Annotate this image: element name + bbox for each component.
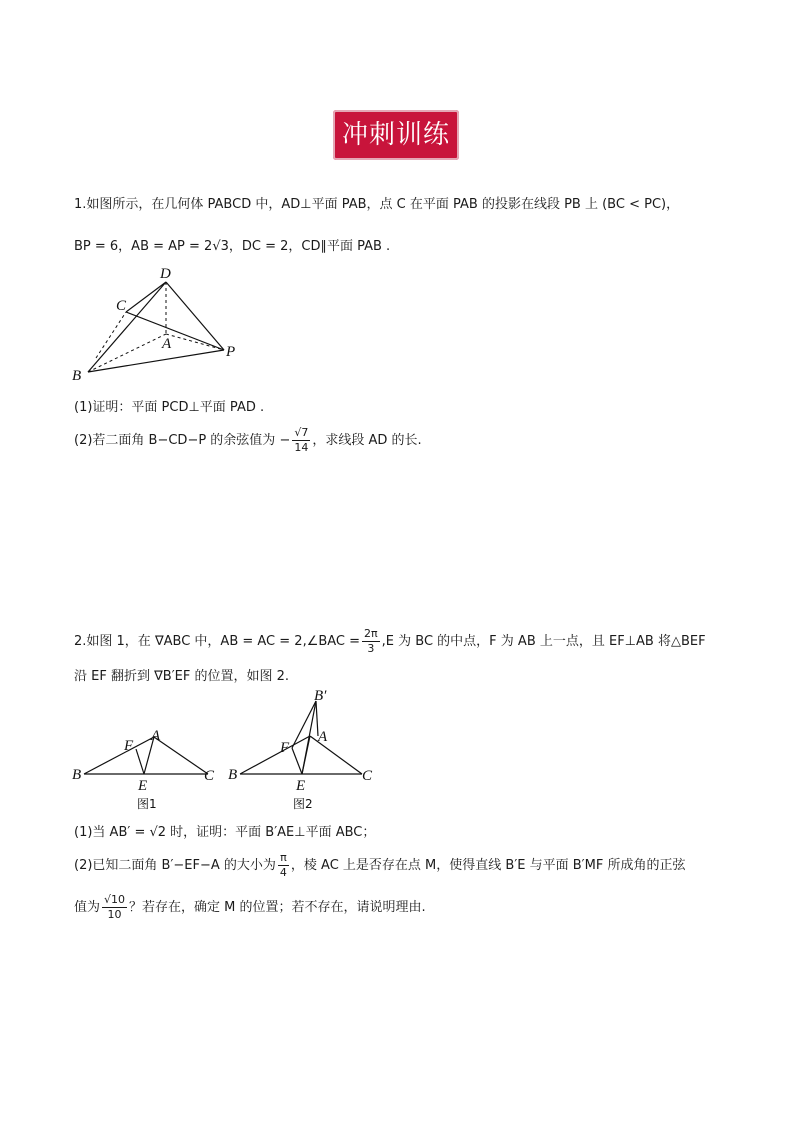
fraction-denominator: 3: [367, 642, 375, 655]
fig1-label-F: F: [124, 738, 134, 754]
fig1-label-B: B: [72, 767, 82, 783]
fraction-numerator: 2π: [364, 627, 378, 640]
line1-post: ,E 为 BC 的中点，F 为 AB 上一点，且 EF⊥AB 将△BEF: [381, 634, 706, 649]
fraction: [278, 851, 289, 880]
q3-pre: 值为: [74, 900, 101, 915]
label-P: P: [226, 344, 236, 360]
edge-CP: [126, 312, 224, 350]
q2-pre: (2)已知二面角 B′−EF−A 的大小为: [74, 858, 276, 873]
q2-post: ，棱 AC 上是否存在点 M，使得直线 B′E 与平面 B′MF 所成角的正弦: [290, 858, 686, 873]
fig2-label-A: A: [318, 729, 328, 745]
fig2-label-C: C: [362, 768, 373, 784]
problem-1-line-1: 1.如图所示，在几何体 PABCD 中，AD⊥平面 PAB，点 C 在平面 PAB 的投影在线段 PB 上 (BC < PC)，: [74, 197, 680, 212]
problem-2-figure-2: [226, 686, 376, 814]
fig2-label-Bprime: B′: [314, 688, 327, 704]
fraction: [102, 893, 127, 922]
edge-BD: [88, 282, 166, 372]
edge-CB-hidden: [96, 312, 126, 358]
edge-DP: [166, 282, 224, 350]
label-B: B: [72, 368, 82, 384]
problem-2-line-1: [74, 627, 706, 656]
fig1-label-E: E: [138, 778, 148, 794]
problem-2-figure-1: [70, 722, 220, 814]
q2-text-pre: (2)若二面角 B−CD−P 的余弦值为 −: [74, 433, 291, 448]
problem-1-figure: [66, 262, 256, 384]
fraction-numerator: π: [278, 851, 289, 866]
edge-AP: [166, 334, 224, 350]
label-D: D: [160, 266, 171, 282]
q2-text-post: ，求线段 AD 的长.: [312, 433, 422, 448]
fraction-denominator: 4: [279, 866, 287, 879]
fig2-label-E: E: [296, 778, 306, 794]
problem-2-question-2-cont: [74, 893, 426, 922]
fig2-label-F: F: [280, 740, 290, 756]
section-banner: [333, 110, 459, 160]
fraction: [292, 426, 310, 455]
label-A: A: [162, 336, 172, 352]
q3-post: ？若存在，确定 M 的位置；若不存在，请说明理由.: [129, 900, 426, 915]
fig1-caption: 图1: [137, 797, 157, 811]
problem-2-question-1: (1)当 AB′ = √2 时，证明：平面 B′AE⊥平面 ABC；: [74, 825, 376, 840]
edge-CD: [126, 282, 166, 312]
label-C: C: [116, 298, 127, 314]
fraction-numerator: √7: [294, 426, 309, 439]
problem-1-question-1: (1)证明：平面 PCD⊥平面 PAD .: [74, 400, 265, 415]
problem-2-line-2: 沿 EF 翻折到 ∇B′EF 的位置，如图 2.: [74, 669, 290, 684]
edge-BP: [88, 350, 224, 372]
fraction-numerator: √10: [104, 893, 126, 906]
fig2-label-B: B: [228, 767, 238, 783]
banner-title: 冲刺训练: [341, 120, 450, 150]
fraction-denominator: 10: [107, 908, 122, 921]
problem-1-question-2: [74, 426, 422, 455]
fig2-caption: 图2: [293, 797, 313, 811]
line1-pre: 2.如图 1，在 ∇ABC 中，AB = AC = 2,∠BAC =: [74, 634, 361, 649]
fraction-denominator: 14: [294, 441, 309, 454]
problem-1-line-2: BP = 6，AB = AP = 2√3，DC = 2，CD∥平面 PAB .: [74, 239, 391, 254]
fraction: [362, 627, 380, 656]
fig1-label-C: C: [204, 768, 215, 784]
problem-2-question-2: [74, 851, 685, 880]
fig1-label-A: A: [151, 728, 161, 744]
